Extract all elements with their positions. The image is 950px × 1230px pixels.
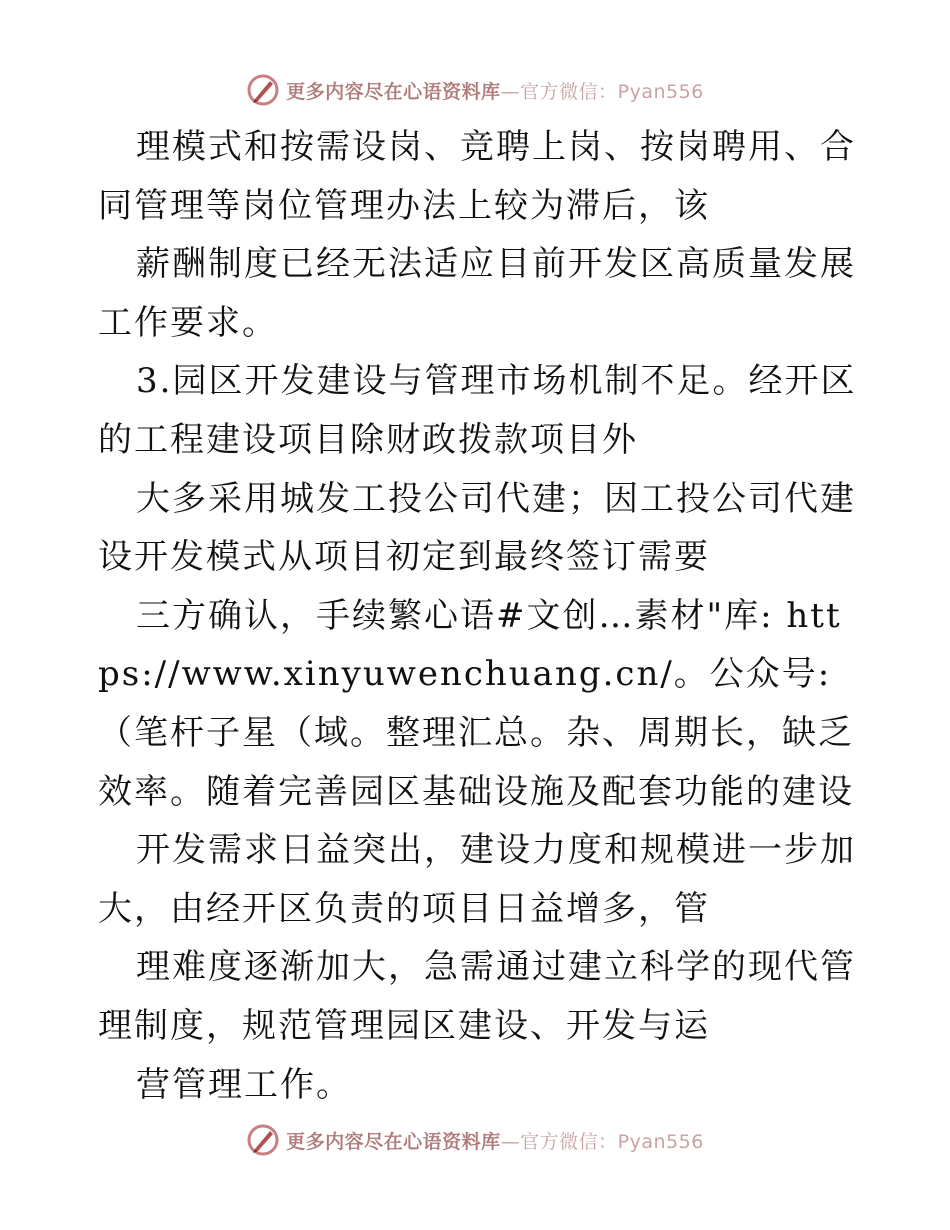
quill-pen-circle-icon [246, 1123, 280, 1157]
document-body [98, 118, 858, 1114]
paragraph: 薪酬制度已经无法适应目前开发区高质量发展工作要求。 [98, 244, 856, 343]
paragraph: 3.园区开发建设与管理市场机制不足。经开区的工程建设项目除财政拨款项目外 [98, 361, 857, 460]
paragraph: 营管理工作。 [136, 1064, 352, 1105]
footer-watermark [0, 1120, 950, 1160]
paragraph: 大多采用城发工投公司代建；因工投公司代建设开发模式从项目初定到最终签订需要 [98, 478, 856, 578]
watermark-text: 更多内容尽在心语资料库—官方微信：Pyan556 [286, 80, 704, 103]
paragraph: 理模式和按需设岗、竞聘上岗、按岗聘用、合同管理等岗位管理办法上较为滞后，该 [98, 127, 856, 226]
quill-pen-circle-icon [246, 73, 280, 107]
watermark-text: 更多内容尽在心语资料库—官方微信：Pyan556 [286, 1130, 704, 1153]
paragraph: 理难度逐渐加大，急需通过建立科学的现代管理制度，规范管理园区建设、开发与运 [98, 947, 856, 1046]
paragraph: 三方确认，手续繁心语#文创…素材"库: https://www.xinyuwenchuang.cn/。公众号: （笔杆子星（域。整理汇总。杂、周期长，缺乏效率。随着完善园区基础设施及配套功能的建设 [98, 595, 854, 812]
paragraph: 开发需求日益突出，建设力度和规模进一步加大，由经开区负责的项目日益增多，管 [98, 830, 856, 929]
header-watermark [0, 70, 950, 110]
